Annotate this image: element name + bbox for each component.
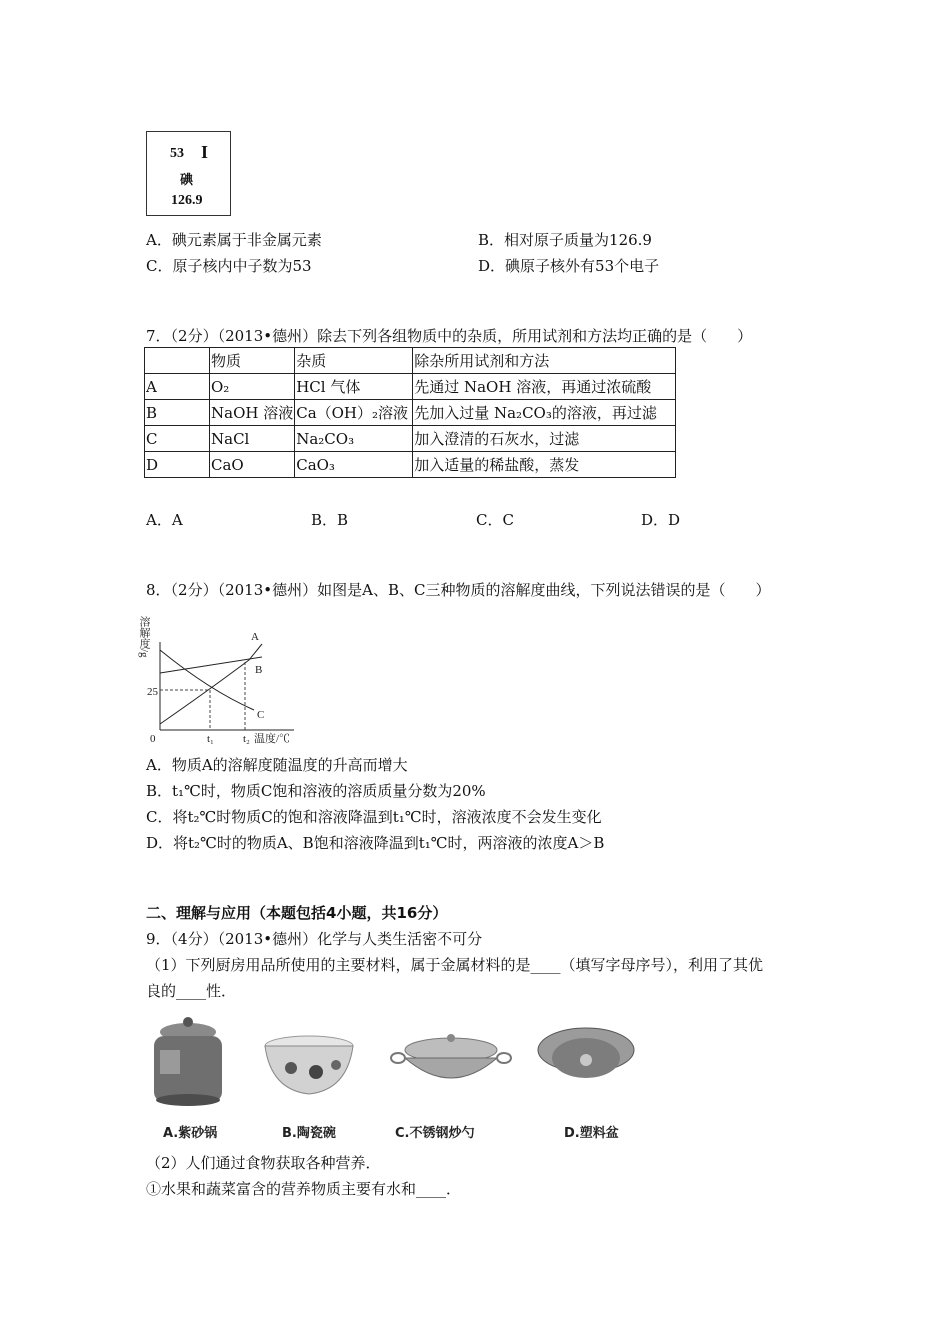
q6-option-c: C．原子核内中子数为53 [146, 257, 312, 275]
q9-stem: 9．（4分）（2013•德州）化学与人类生活密不可分 [146, 930, 483, 948]
table-cell: 先通过 NaOH 溶液，再通过浓硫酸 [413, 374, 676, 400]
table-cell: HCl 气体 [295, 374, 413, 400]
atomic-number: 53 [170, 146, 184, 161]
table-cell: 先加入过量 Na₂CO₃的溶液，再过滤 [413, 400, 676, 426]
ceramic-bowl-image [265, 1036, 353, 1094]
table-cell: B [145, 400, 210, 426]
curve-b [160, 657, 262, 673]
table-cell: NaCl [210, 426, 295, 452]
table-cell: 杂质 [295, 348, 413, 374]
clay-pot-image [154, 1017, 222, 1106]
table-cell: 加入适量的稀盐酸，蒸发 [413, 452, 676, 478]
curve-c-label: C [257, 709, 265, 721]
table-cell: Ca（OH）₂溶液 [295, 400, 413, 426]
q7-table [144, 347, 676, 478]
q9-part1-line2: 良的____性． [146, 982, 237, 1000]
table-cell: 加入澄清的石灰水，过滤 [413, 426, 676, 452]
graph-t1: t₁ [207, 733, 214, 745]
q7-option-d: D．D [641, 511, 681, 529]
steel-wok-image [391, 1034, 511, 1078]
graph-t2: t₂ [243, 733, 250, 745]
atomic-mass: 126.9 [171, 193, 203, 208]
caption-ceramic-bowl: B.陶瓷碗 [282, 1126, 336, 1141]
q9-part1-line1: （1）下列厨房用品所使用的主要材料，属于金属材料的是____（填写字母序号），利用了其优 [146, 956, 764, 974]
curve-a-label: A [251, 631, 259, 643]
table-cell: D [145, 452, 210, 478]
kitchen-items-figure [146, 1010, 646, 1115]
table-cell: A [145, 374, 210, 400]
solubility-graph [138, 602, 304, 747]
section-title: 二、理解与应用（本题包括4小题，共16分） [146, 904, 448, 922]
element-name: 碘 [180, 172, 194, 187]
q8-stem: 8．（2分）（2013•德州）如图是A、B、C三种物质的溶解度曲线，下列说法错误的是（ ） [146, 581, 771, 599]
table-cell [145, 348, 210, 374]
q8-option-a: A．物质A的溶解度随温度的升高而增大 [146, 756, 408, 774]
table-row [145, 452, 676, 478]
table-cell: 除杂所用试剂和方法 [413, 348, 676, 374]
table-header-row [145, 348, 676, 374]
table-cell: C [145, 426, 210, 452]
table-cell: O₂ [210, 374, 295, 400]
element-card [146, 131, 231, 216]
graph-ylabel: 溶解度/g [138, 616, 150, 658]
q8-option-d: D．将t₂℃时的物质A、B饱和溶液降温到t₁℃时，两溶液的浓度A＞B [146, 834, 605, 852]
table-row [145, 400, 676, 426]
table-cell: Na₂CO₃ [295, 426, 413, 452]
graph-xlabel: 温度/℃ [254, 733, 291, 745]
q7-option-b: B．B [311, 511, 349, 529]
caption-clay-pot: A.紫砂锅 [163, 1126, 218, 1141]
q7-stem: 7．（2分）（2013•德州）除去下列各组物质中的杂质，所用试剂和方法均正确的是（ ） [146, 327, 753, 345]
curve-b-label: B [255, 664, 263, 676]
q8-option-b: B．t₁℃时，物质C饱和溶液的溶质质量分数为20% [146, 782, 486, 800]
curve-a [160, 644, 265, 724]
plastic-basin-image [538, 1028, 634, 1078]
table-row [145, 374, 676, 400]
table-row [145, 426, 676, 452]
q6-option-d: D．碘原子核外有53个电子 [478, 257, 660, 275]
q9-part2-item1: ①水果和蔬菜富含的营养物质主要有水和____． [146, 1180, 462, 1198]
element-symbol: I [201, 142, 209, 162]
q6-option-b: B．相对原子质量为126.9 [478, 231, 652, 249]
q9-part2: （2）人们通过食物获取各种营养． [146, 1154, 381, 1172]
table-cell: NaOH 溶液 [210, 400, 295, 426]
table-cell: 物质 [210, 348, 295, 374]
graph-origin: 0 [150, 733, 156, 745]
caption-steel-wok: C.不锈钢炒勺 [395, 1126, 475, 1141]
graph-y25: 25 [147, 686, 158, 698]
q8-option-c: C．将t₂℃时物质C的饱和溶液降温到t₁℃时，溶液浓度不会发生变化 [146, 808, 602, 826]
table-cell: CaO₃ [295, 452, 413, 478]
q7-option-a: A．A [146, 511, 183, 529]
table-cell: CaO [210, 452, 295, 478]
curve-c [160, 650, 254, 710]
caption-plastic-basin: D.塑料盆 [564, 1126, 619, 1141]
q7-option-c: C．C [476, 511, 514, 529]
q6-option-a: A．碘元素属于非金属元素 [146, 231, 322, 249]
